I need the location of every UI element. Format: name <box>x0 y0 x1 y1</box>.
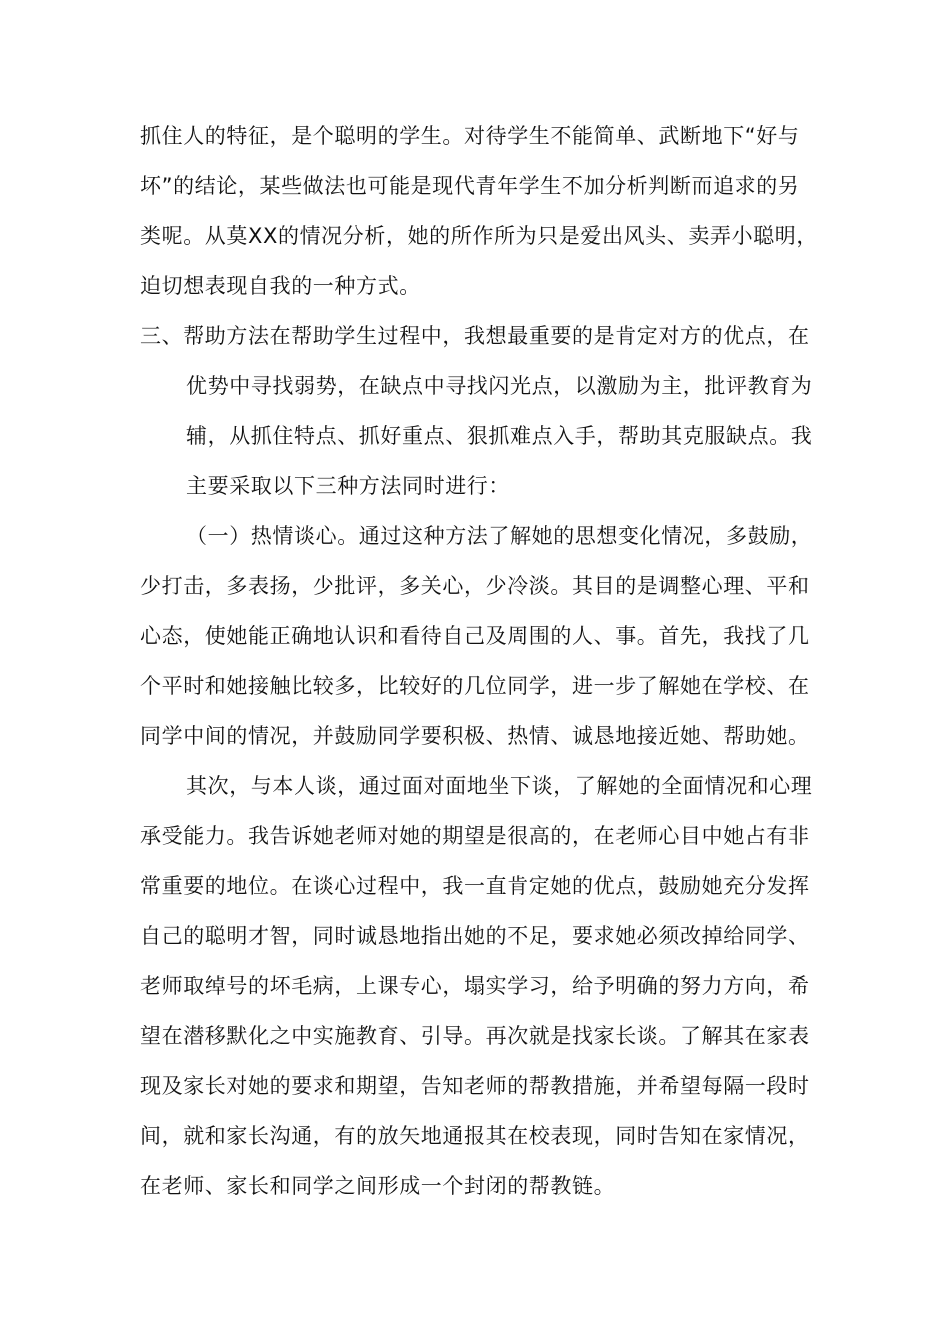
text-line-22: 在老师、家长和同学之间形成一个封闭的帮教链。 <box>140 1174 616 1198</box>
text-line-17: 自己的聪明才智，同时诚恳地指出她的不足，要求她必须改掉给同学、 <box>140 924 810 948</box>
text-line-1: 抓住人的特征，是个聪明的学生。对待学生不能简单、武断地下“好与 <box>140 124 800 148</box>
text-line-7: 辅，从抓住特点、抓好重点、狠抓难点入手，帮助其克服缺点。我 <box>186 424 813 448</box>
text-line-18: 老师取绰号的坏毛病，上课专心，塌实学习，给予明确的努力方向，希 <box>140 974 810 998</box>
text-line-20: 现及家长对她的要求和期望，告知老师的帮教措施，并希望每隔一段时 <box>140 1074 810 1098</box>
section-heading-line: 三、帮助方法在帮助学生过程中，我想最重要的是肯定对方的优点，在 <box>140 324 810 348</box>
paragraph-start-line: 其次，与本人谈，通过面对面地坐下谈，了解她的全面情况和心理 <box>186 774 813 798</box>
text-line-13: 同学中间的情况，并鼓励同学要积极、热情、诚恳地接近她、帮助她。 <box>140 724 810 748</box>
text-line-19: 望在潜移默化之中实施教育、引导。再次就是找家长谈。了解其在家表 <box>140 1024 810 1048</box>
text-line-4: 迫切想表现自我的一种方式。 <box>140 274 421 298</box>
text-line-8: 主要采取以下三种方法同时进行： <box>186 474 510 498</box>
text-line-11: 心态，使她能正确地认识和看待自己及周围的人、事。首先，我找了几 <box>140 624 810 648</box>
text-line-15: 承受能力。我告诉她老师对她的期望是很高的，在老师心目中她占有非 <box>140 824 810 848</box>
text-line-16: 常重要的地位。在谈心过程中，我一直肯定她的优点，鼓励她充分发挥 <box>140 874 810 898</box>
text-line-12: 个平时和她接触比较多，比较好的几位同学，进一步了解她在学校、在 <box>140 674 810 698</box>
text-line-3: 类呢。从莫XX的情况分析，她的所作所为只是爱出风头、卖弄小聪明， <box>140 224 818 248</box>
text-line-21: 间，就和家长沟通，有的放矢地通报其在校表现，同时告知在家情况， <box>140 1124 810 1148</box>
text-line-10: 少打击，多表扬，少批评，多关心，少冷淡。其目的是调整心理、平和 <box>140 574 810 598</box>
subsection-heading-line: （一）热情谈心。通过这种方法了解她的思想变化情况，多鼓励， <box>186 524 813 548</box>
text-line-6: 优势中寻找弱势，在缺点中寻找闪光点，以激励为主，批评教育为 <box>186 374 813 398</box>
text-line-2: 坏”的结论，某些做法也可能是现代青年学生不加分析判断而追求的另 <box>140 174 800 198</box>
